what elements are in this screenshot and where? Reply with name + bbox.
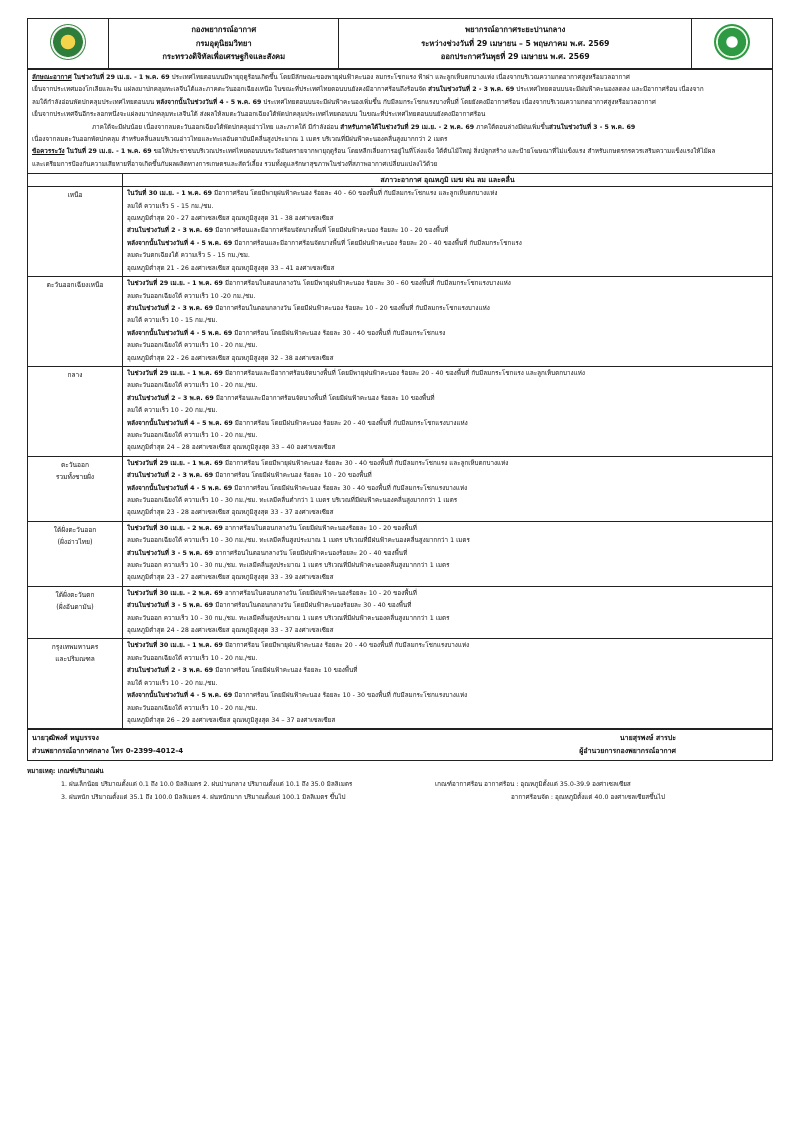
forecast-period: ส่วนในช่วงวันที่ 2 – 3 พ.ค. 69 [127,394,214,402]
forecast-text: มีอากาศร้อนและมีอากาศร้อนจัดบางพื้นที่ โดยมีฝนฟ้าคะนอง ร้อยละ 20 - 40 ของพื้นที่ กับมีลมกระโชกแรง [232,239,522,247]
forecast-line [127,201,768,213]
forecast-text: มีอากาศร้อนในตอนกลางวัน โดยมีฝนฟ้าคะนองร้อยละ 30 - 40 ของพื้นที่ [213,602,412,610]
forecast-document [27,18,773,804]
forecast-period: หลังจากนั้นในช่วงวันที่ 4 – 5 พ.ค. 69 [127,419,233,427]
forecast-text: มีอากาศร้อน โดยมีฝนฟ้าคะนอง ร้อยละ 30 - 40 ของพื้นที่ กับมีลมกระโชกแรง [232,329,446,337]
heat-criteria-1: เกณฑ์อากาศร้อน อากาศร้อน : อุณหภูมิตั้งแต่ 35.0-39.9 องศาเซลเซียส [435,781,631,789]
synopsis-text: เย็นจากประเทศมองโกเลียและจีน แผ่ลงมาปกคลุมทะเลจีนใต้และภาคตะวันออกเฉียงเหนือ ในขณะที่ประเทศไทยตอนบนยังคงมีอากาศร้อนถึงร้อนจัด [32,86,429,94]
rain-criteria-1: 1. ฝนเล็กน้อย ปริมาณตั้งแต่ 0.1 ถึง 10.0 มิลลิเมตร 2. ฝนปานกลาง ปริมาณตั้งแต่ 10.1 ถึง 35.0 มิลลิเมตร [61,781,353,789]
forecast-text: ลมใต้ ความเร็ว 10 - 20 กม./ชม. [127,407,218,415]
synopsis-line [32,109,768,121]
region-name-line: ใต้ฝั่งตะวันตก [55,590,95,599]
forecast-line [127,418,768,430]
synopsis-text: ประเทศไทยตอนบนมีพายุฤดูร้อนเกิดขึ้น โดยมีลักษณะของพายุฝนฟ้าคะนอง ลมกระโชกแรง ฟ้าผ่า และลูกเห็บตกบางแห่ง เนื่องจากบริเวณความกดอากาศสูงหรือมวลอากาศ [169,74,630,81]
director-name: นายสุรพงษ์ สารปะ [619,734,676,743]
region-name [28,586,123,639]
forecast-text: อุณหภูมิต่ำสุด 23 - 27 องศาเซลเซียส อุณหภูมิสูงสุด 33 - 39 องศาเซลเซียส [127,574,334,582]
forecast-period: ส่วนในช่วงวันที่ 2 - 3 พ.ค. 69 [127,304,214,312]
synopsis-line [32,72,768,84]
region-name [28,366,123,456]
forecast-line [127,715,768,727]
regions-body [28,187,773,729]
forecast-line [127,380,768,392]
forecast-period: หลังจากนั้นในช่วงวันที่ 4 - 5 พ.ค. 69 [127,329,233,337]
forecast-line [127,523,768,535]
forecast-line [127,458,768,470]
ministry-seal-icon [714,24,750,60]
agency-name: กรมอุตุนิยมวิทยา [195,38,252,48]
signature-table [27,729,773,761]
region-name-line: เหนือ [67,191,83,200]
synopsis-text: ประเทศไทยตอนบนจะมีฝนฟ้าคะนองเพิ่มขึ้น กับมีลมกระโชกแรงบางพื้นที่ โดยยังคงมีอากาศร้อน เนื่องจากบริเวณความกดอากาศสูงหรือมวลอากาศ [261,98,656,106]
forecast-period: ในช่วงวันที่ 29 เม.ย. - 1 พ.ค. 69 [127,459,223,467]
forecast-text: มีอากาศร้อน โดยมีฝนฟ้าคะนอง ร้อยละ 30 - 40 ของพื้นที่ กับมีลมกระโชกแรงบางแห่ง [232,484,468,492]
forecaster-name: นายวุฒิพงศ์ หนูบรรจง [32,734,99,743]
region-name-line: กรุงเทพมหานคร [51,643,99,652]
dept-name: กองพยากรณ์อากาศ [191,25,257,35]
region-forecast [123,456,773,521]
synopsis-period: สำหรับภาคใต้ในช่วงวันที่ 29 เม.ย. - 2 พ.ค. 69 [340,123,475,131]
forecast-line [127,483,768,495]
forecast-line [127,393,768,405]
synopsis-period: ส่วนในช่วงวันที่ 3 - 5 พ.ค. 69 [549,123,636,131]
header-table [27,18,773,69]
forecast-text: อากาศร้อนในตอนกลางวัน โดยมีฝนฟ้าคะนองร้อยละ 10 - 20 ของพื้นที่ [222,589,417,597]
forecast-period: หลังจากนั้นในช่วงวันที่ 4 - 5 พ.ค. 69 [127,239,233,247]
region-row [28,586,773,639]
main-table [27,69,773,729]
forecast-line [127,653,768,665]
forecast-period: ในช่วงวันที่ 30 เม.ย. - 2 พ.ค. 69 [127,589,223,597]
region-name-line: และปริมณฑล [55,655,95,664]
forecast-text: อุณหภูมิต่ำสุด 26 – 29 องศาเซลเซียส อุณหภูมิสูงสุด 34 – 37 องศาเซลเซียส [127,716,336,724]
region-row [28,366,773,456]
forecast-line [127,625,768,637]
forecast-text: อุณหภูมิต่ำสุด 20 - 27 องศาเซลเซียส อุณหภูมิสูงสุด 31 - 38 องศาเซลเซียส [127,215,334,223]
forecast-type: พยากรณ์อากาศระยะปานกลาง [465,25,566,35]
forecast-period: ในช่วงวันที่ 29 เม.ย. - 1 พ.ค. 69 [127,369,223,377]
region-forecast [123,187,773,277]
forecast-text: มีอากาศร้อนและมีอากาศร้อนจัดบางพื้นที่ โดยมีพายุฝนฟ้าคะนอง ร้อยละ 20 - 40 ของพื้นที่ กับมีลมกระโชกแรง และลูกเห็บตกบางแห่ง [222,369,585,377]
forecast-period: ในช่วงวันที่ 30 เม.ย. - 1 พ.ค. 69 [127,642,223,650]
region-row [28,277,773,367]
forecast-period: ระหว่างช่วงวันที่ 29 เมษายน – 5 พฤษภาคม พ.ศ. 2569 [421,38,610,48]
forecast-line [127,535,768,547]
forecast-text: ลมตะวันออก ความเร็ว 10 - 30 กม./ชม. ทะเลมีคลื่นสูงประมาณ 1 เมตร บริเวณที่มีฝนฟ้าคะนองคลื่นสูงมากกว่า 1 เมตร [127,614,450,622]
forecast-text: มีอากาศร้อน โดยมีฝนฟ้าคะนอง ร้อยละ 10 - 20 ของพื้นที่ [213,472,372,480]
forecast-text: อุณหภูมิต่ำสุด 22 - 26 องศาเซลเซียส อุณหภูมิสูงสุด 32 - 38 องศาเซลเซียส [127,354,334,362]
forecast-line [127,188,768,200]
region-forecast [123,586,773,639]
region-row [28,187,773,277]
forecast-text: ลมตะวันออกเฉียงใต้ ความเร็ว 10 - 20 กม./ชม. [127,704,258,712]
synopsis-text: เย็นจากประเทศจีนอีกระลอกหนึ่งจะแผ่ลงมาปกคลุมทะเลจีนใต้ ส่งผลให้ลมตะวันออกเฉียงใต้พัดปกคลุมประเทศไทยตอนบน ในขณะที่ประเทศไทยตอนบนยังคงมีอากาศร้อน [32,111,486,119]
synopsis-line [32,159,768,171]
forecast-period: ส่วนในช่วงวันที่ 2 - 3 พ.ค. 69 [127,227,214,235]
forecast-line [127,678,768,690]
forecast-text: ลมตะวันออก ความเร็ว 10 - 30 กม./ชม. ทะเลมีคลื่นสูงประมาณ 1 เมตร บริเวณที่มีฝนฟ้าคะนองคลื่นสูงมากกว่า 1 เมตร [127,562,450,570]
forecast-line [127,470,768,482]
region-row [28,521,773,586]
forecast-period: ในช่วงวันที่ 30 เม.ย. - 2 พ.ค. 69 [127,524,223,532]
forecast-period: ส่วนในช่วงวันที่ 2 - 3 พ.ค. 69 [127,472,214,480]
synopsis-line [32,122,768,134]
tmd-logo-cell [28,19,109,69]
synopsis-line [32,97,768,109]
forecast-line [127,703,768,715]
synopsis-period: ในวันที่ 29 เม.ย. - 1 พ.ค. 69 [66,148,152,156]
forecast-line [127,560,768,572]
forecast-line [127,690,768,702]
synopsis-period: หลังจากนั้นในช่วงวันที่ 4 - 5 พ.ค. 69 [156,98,262,106]
synopsis-text: ประเทศไทยตอนบนจะมีฝนฟ้าคะนองลดลง และมีอากาศร้อน เนื่องจาก [514,86,704,94]
synopsis-text: ลมใต้กำลังอ่อนพัดปกคลุมประเทศไทยตอนบน [32,98,157,106]
director-title: ผู้อำนวยการกองพยากรณ์อากาศ [579,747,676,756]
forecast-line [127,278,768,290]
forecast-line [127,368,768,380]
region-forecast [123,277,773,367]
forecast-text: ลมตะวันออกเฉียงใต้ ความเร็ว 10 - 20 กม./ชม. [127,382,258,390]
region-name-line: ใต้ฝั่งตะวันออก [53,525,97,534]
forecast-period: ส่วนในช่วงวันที่ 2 - 3 พ.ค. 69 [127,667,214,675]
forecast-line [127,405,768,417]
forecast-line [127,353,768,365]
region-name [28,521,123,586]
synopsis-period: ในช่วงวันที่ 29 เม.ย. - 1 พ.ค. 69 [73,74,170,81]
forecast-line [127,263,768,275]
forecast-line [127,613,768,625]
forecast-line [127,507,768,519]
forecast-text: มีอากาศร้อน โดยมีฝนฟ้าคะนอง ร้อยละ 20 - 40 ของพื้นที่ กับมีลมกระโชกแรงบางแห่ง [232,419,468,427]
forecast-text: อากาศร้อนในตอนกลางวัน โดยมีฝนฟ้าคะนองร้อยละ 20 - 40 ของพื้นที่ [213,549,408,557]
forecast-text: ลมใต้ ความเร็ว 10 - 20 กม./ชม. [127,679,218,687]
forecast-text: มีอากาศร้อน โดยมีพายุฝนฟ้าคะนอง ร้อยละ 30 - 40 ของพื้นที่ กับมีลมกระโชกแรง และลูกเห็บตกบางแห่ง [222,459,509,467]
forecast-line [127,238,768,250]
region-row [28,456,773,521]
forecast-text: อุณหภูมิต่ำสุด 24 - 28 องศาเซลเซียส อุณหภูมิสูงสุด 33 - 37 องศาเซลเซียส [127,627,334,635]
synopsis-period: ส่วนในช่วงวันที่ 2 - 3 พ.ค. 69 [428,86,515,94]
forecast-line [127,315,768,327]
forecast-text: ลมตะวันออกเฉียงใต้ ความเร็ว 10 - 30 กม./ชม. ทะเลมีคลื่นต่ำกว่า 1 เมตร บริเวณที่มีฝนฟ้าคะนองคลื่นสูงมากกว่า 1 เมตร [127,497,458,504]
heat-criteria-2: อากาศร้อนจัด : อุณหภูมิตั้งแต่ 40.0 องศาเซลเซียสขึ้นไป [511,794,665,802]
region-name-line: (ฝั่งอ่าวไทย) [57,537,93,546]
forecast-line [127,250,768,262]
region-name [28,187,123,277]
forecast-line [127,430,768,442]
forecast-text: อุณหภูมิต่ำสุด 23 - 28 องศาเซลเซียส อุณหภูมิสูงสุด 33 - 37 องศาเซลเซียส [127,509,334,517]
signature-left [28,730,361,761]
region-row [28,639,773,729]
forecast-line [127,572,768,584]
forecast-period: ส่วนในช่วงวันที่ 3 - 5 พ.ค. 69 [127,549,214,557]
forecast-text: มีอากาศร้อนในตอนกลางวัน โดยมีฝนฟ้าคะนอง ร้อยละ 10 - 20 ของพื้นที่ กับมีลมกระโชกแรงบางแห่ง [213,304,490,312]
rain-criteria-2: 3. ฝนหนัก ปริมาณตั้งแต่ 35.1 ถึง 100.0 มิลลิเมตร 4. ฝนหนักมาก ปริมาณตั้งแต่ 100.1 มิลลิเมตร ขึ้นไป [61,794,346,802]
forecast-line [127,600,768,612]
synopsis-text: เนื่องจากลมตะวันออกพัดปกคลุม สำหรับคลื่นลมบริเวณอ่าวไทยและทะเลอันดามันมีคลื่นสูงประมาณ 1 เมตร บริเวณที่มีฝนฟ้าคะนองคลื่นสูงมากกว่า 2 เมตร [32,136,448,144]
synopsis-line [32,134,768,146]
forecast-period: ส่วนในช่วงวันที่ 3 - 5 พ.ค. 69 [127,602,214,610]
region-name-line: ตะวันออกเฉียงเหนือ [46,281,104,290]
forecast-line [127,665,768,677]
forecast-text: ลมใต้ ความเร็ว 10 - 15 กม./ชม. [127,317,218,325]
synopsis-text: ขอให้ประชาชนบริเวณประเทศไทยตอนบนระวังอันตรายจากพายุฤดูร้อน โดยหลีกเลี่ยงการอยู่ในที่โล่งแจ้ง ใต้ต้นไม้ใหญ่ สิ่งปลูกสร้าง และป้ายโฆษณาที่ไม่แข็งแรง สำหรับเกษตรกรควรเสริมความแข็งแรงให้ไม้ผล [151,148,716,156]
forecast-line [127,213,768,225]
tmd-seal-icon [50,24,86,60]
synopsis-block [28,70,773,174]
forecast-line [127,291,768,303]
forecast-line [127,442,768,454]
forecast-line [127,328,768,340]
synopsis-text: ภาคใต้จะมีฝนน้อย เนื่องจากลมตะวันออกเฉียงใต้พัดปกคลุมอ่าวไทย และภาคใต้ มีกำลังอ่อน [92,123,341,131]
forecast-text: อุณหภูมิต่ำสุด 24 – 28 องศาเซลเซียส อุณหภูมิสูงสุด 33 – 40 องศาเซลเซียส [127,444,336,452]
summary-header: สภาวะอากาศ อุณหภูมิ เมฆ ฝน ลม และคลื่น [123,174,773,187]
forecast-line [127,495,768,507]
forecast-text: อากาศร้อนในตอนกลางวัน โดยมีฝนฟ้าคะนองร้อยละ 10 - 20 ของพื้นที่ [222,524,417,532]
region-forecast [123,366,773,456]
forecast-text: มีอากาศร้อน โดยมีฝนฟ้าคะนอง ร้อยละ 10 ของพื้นที่ [213,667,358,675]
forecast-text: มีอากาศร้อนและมีอากาศร้อนจัดบางพื้นที่ โดยมีฝนฟ้าคะนอง ร้อยละ 10 ของพื้นที่ [213,394,435,402]
signature-right [361,730,773,761]
forecast-text: มีอากาศร้อนในตอนกลางวัน โดยมีพายุฝนฟ้าคะนอง ร้อยละ 30 - 60 ของพื้นที่ กับมีลมกระโชกแรงบางแห่ง [222,280,511,288]
region-name-line: รวมทั้งชายฝั่ง [55,472,95,481]
forecast-line [127,588,768,600]
forecast-period: ในวันที่ 30 เม.ย. - 1 พ.ค. 69 [127,190,212,198]
forecast-line [127,340,768,352]
ministry-logo-cell [692,19,773,69]
region-name [28,639,123,729]
forecast-text: ลมใต้ ความเร็ว 5 - 15 กม./ชม. [127,202,214,210]
synopsis-keyword: ลักษณะอากาศ [32,74,72,81]
synopsis-line [32,146,768,158]
region-name [28,277,123,367]
forecast-text: ลมตะวันออกเฉียงใต้ ความเร็ว 10 -20 กม./ชม. [127,292,256,300]
synopsis-text: ภาคใต้ตอนล่างมีฝนเพิ่มขึ้น [474,123,550,131]
forecast-text: อุณหภูมิต่ำสุด 21 - 26 องศาเซลเซียส อุณหภูมิสูงสุด 33 – 41 องศาเซลเซียส [127,264,335,272]
synopsis-line [32,84,768,96]
header-right [339,19,692,69]
forecast-period: หลังจากนั้นในช่วงวันที่ 4 - 5 พ.ค. 69 [127,692,233,700]
forecast-line [127,303,768,315]
region-header-blank [28,174,123,187]
region-name-line: (ฝั่งอันดามัน) [56,602,94,611]
region-forecast [123,639,773,729]
footnote-title: หมายเหตุ: เกณฑ์ปริมาณฝน [27,768,104,776]
forecast-line [127,640,768,652]
forecast-text: มีอากาศร้อน โดยมีพายุฝนฟ้าคะนอง ร้อยละ 40 - 60 ของพื้นที่ กับมีลมกระโชกแรง และลูกเห็บตกบางแห่ง [211,190,498,198]
forecast-text: มีอากาศร้อนและมีอากาศร้อนจัดบางพื้นที่ โดยมีฝนฟ้าคะนอง ร้อยละ 10 - 20 ของพื้นที่ [213,227,449,235]
forecast-text: ลมตะวันตกเฉียงใต้ ความเร็ว 5 - 15 กม./ชม. [127,252,250,260]
region-name-line: ตะวันออก [61,460,89,469]
forecast-text: ลมตะวันออกเฉียงใต้ ความเร็ว 10 - 20 กม./ชม. [127,654,258,662]
forecast-text: มีอากาศร้อน โดยมีพายุฝนฟ้าคะนอง ร้อยละ 20 - 40 ของพื้นที่ กับมีลมกระโชกแรงบางแห่ง [222,642,470,650]
region-forecast [123,521,773,586]
forecast-period: ในช่วงวันที่ 29 เม.ย. - 1 พ.ค. 69 [127,280,223,288]
forecast-period: หลังจากนั้นในช่วงวันที่ 4 - 5 พ.ค. 69 [127,484,233,492]
synopsis-keyword: ข้อควรระวัง [32,148,65,156]
forecast-text: ลมตะวันออกเฉียงใต้ ความเร็ว 10 - 20 กม./ชม. [127,342,258,350]
forecast-line [127,225,768,237]
forecast-text: ลมตะวันออกเฉียงใต้ ความเร็ว 10 - 30 กม./ชม. ทะเลมีคลื่นสูงประมาณ 1 เมตร บริเวณที่มีฝนฟ้าคะนองคลื่นสูงมากกว่า 1 เมตร [127,537,470,545]
region-name [28,456,123,521]
forecaster-contact: ส่วนพยากรณ์อากาศกลาง โทร 0-2399-4012-4 [32,747,184,756]
issue-date: ออกประกาศวันพุธที่ 29 เมษายน พ.ศ. 2569 [440,52,590,62]
header-left [109,19,339,69]
footnote [27,765,773,804]
forecast-line [127,548,768,560]
ministry-name: กระทรวงดิจิทัลเพื่อเศรษฐกิจและสังคม [162,52,286,62]
forecast-text: ลมตะวันออกเฉียงใต้ ความเร็ว 10 - 20 กม./ชม. [127,431,258,439]
synopsis-text: และเตรียมการป้องกันความเสียหายที่อาจเกิดขึ้นกับผลผลิตทางการเกษตรและสัตว์เลี้ยง รวมทั้งดูแลรักษาสุขภาพในช่วงที่สภาพอากาศเปลี่ยนแปลงไว้ด้วย [32,160,438,168]
forecast-text: มีอากาศร้อน โดยมีฝนฟ้าคะนอง ร้อยละ 10 - 30 ของพื้นที่ กับมีลมกระโชกแรงบางแห่ง [232,692,468,700]
region-name-line: กลาง [67,370,83,379]
